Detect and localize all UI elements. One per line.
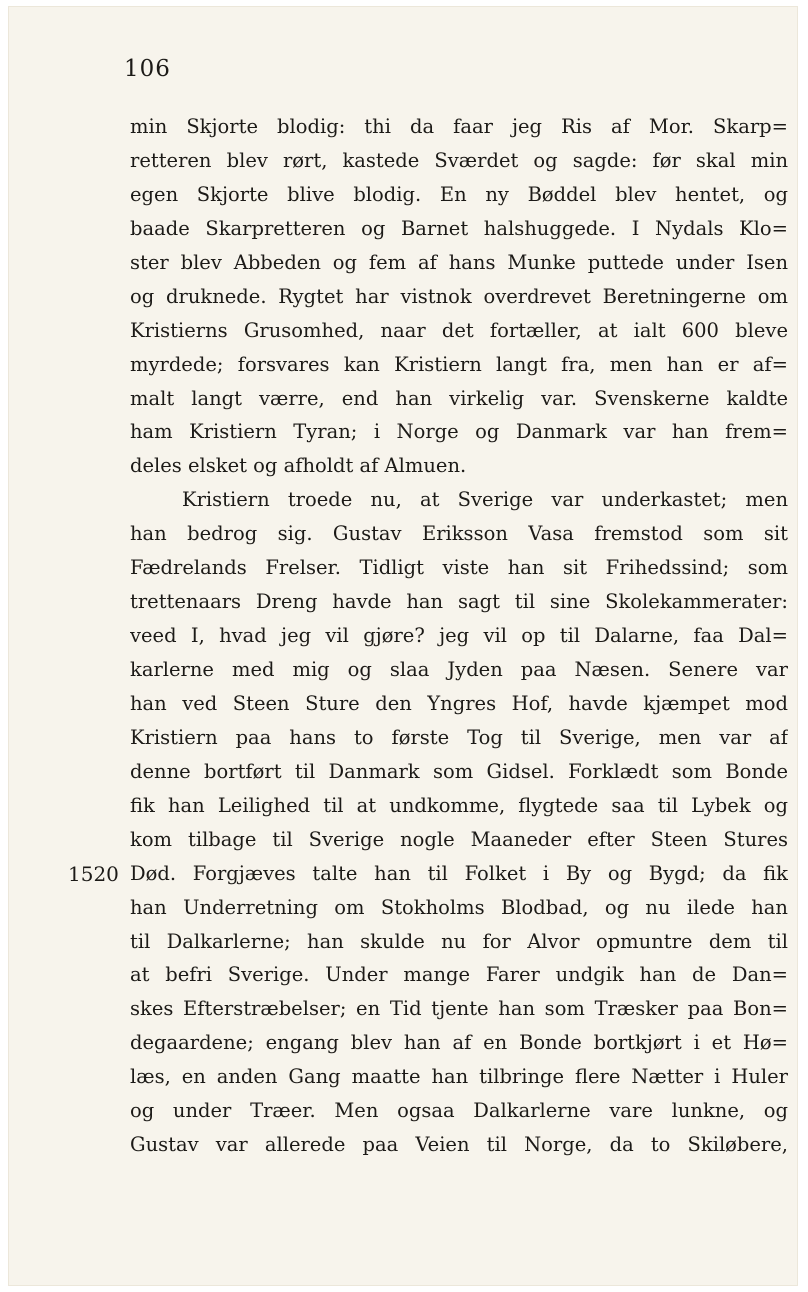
text-line: denne bortført til Danmark som Gidsel. Forklædt som Bonde <box>130 759 788 783</box>
text-line: Kristiern troede nu, at Sverige var underkastet; men <box>182 488 788 512</box>
text-line: ster blev Abbeden og fem af hans Munke puttede under Isen <box>130 250 788 274</box>
text-line: veed I, hvad jeg vil gjøre? jeg vil op til Dalarne, faa Dal= <box>130 624 788 648</box>
text-line: kom tilbage til Sverige nogle Maaneder efter Steen Stures <box>130 827 788 851</box>
text-line: retteren blev rørt, kastede Sværdet og sagde: før skal min <box>130 148 788 172</box>
text-line: og druknede. Rygtet har vistnok overdrevet Beretningerne om <box>130 284 788 308</box>
body-text <box>130 110 788 1162</box>
margin-year-note: 1520 <box>68 862 119 886</box>
text-line: karlerne med mig og slaa Jyden paa Næsen. Senere var <box>130 658 788 681</box>
page-number: 106 <box>124 56 171 82</box>
text-line: Kristiern paa hans to første Tog til Sverige, men var af <box>130 725 788 749</box>
text-line: Fædrelands Frelser. Tidligt viste han sit Frihedssind; som <box>130 556 788 580</box>
text-line: til Dalkarlerne; han skulde nu for Alvor opmuntre dem til <box>130 929 788 953</box>
text-line: læs, en anden Gang maatte han tilbringe flere Nætter i Huler <box>130 1065 788 1089</box>
text-line: han ved Steen Sture den Yngres Hof, havde kjæmpet mod <box>130 691 788 715</box>
text-line: ham Kristiern Tyran; i Norge og Danmark var han frem= <box>130 420 788 444</box>
text-line: myrdede; forsvares kan Kristiern langt fra, men han er af= <box>130 352 788 376</box>
text-line: min Skjorte blodig: thi da faar jeg Ris af Mor. Skarp= <box>130 115 788 138</box>
text-line: trettenaars Dreng havde han sagt til sine Skolekammerater: <box>130 590 788 614</box>
text-line: egen Skjorte blive blodig. En ny Bøddel blev hentet, og <box>130 182 788 206</box>
text-line: han Underretning om Stokholms Blodbad, og nu ilede han <box>130 895 788 919</box>
text-line: fik han Leilighed til at undkomme, flygtede saa til Lybek og <box>130 793 788 817</box>
text-line: Gustav var allerede paa Veien til Norge, da to Skiløbere, <box>130 1133 788 1157</box>
text-line: skes Efterstræbelser; en Tid tjente han som Træsker paa Bon= <box>130 997 788 1021</box>
text-line: Kristierns Grusomhed, naar det fortæller, at ialt 600 bleve <box>130 318 788 342</box>
text-line: han bedrog sig. Gustav Eriksson Vasa fremstod som sit <box>130 522 788 546</box>
book-page <box>8 6 798 1286</box>
text-line: deles elsket og afholdt af Almuen. <box>130 454 467 478</box>
text-line: Død. Forgjæves talte han til Folket i By og Bygd; da fik <box>130 861 788 885</box>
text-line: baade Skarpretteren og Barnet halshuggede. I Nydals Klo= <box>130 216 788 240</box>
text-line: og under Træer. Men ogsaa Dalkarlerne vare lunkne, og <box>130 1099 788 1123</box>
text-line: at befri Sverige. Under mange Farer undgik han de Dan= <box>130 963 788 987</box>
text-line: malt langt værre, end han virkelig var. Svenskerne kaldte <box>130 386 788 410</box>
text-line: degaardene; engang blev han af en Bonde bortkjørt i et Hø= <box>130 1031 788 1055</box>
